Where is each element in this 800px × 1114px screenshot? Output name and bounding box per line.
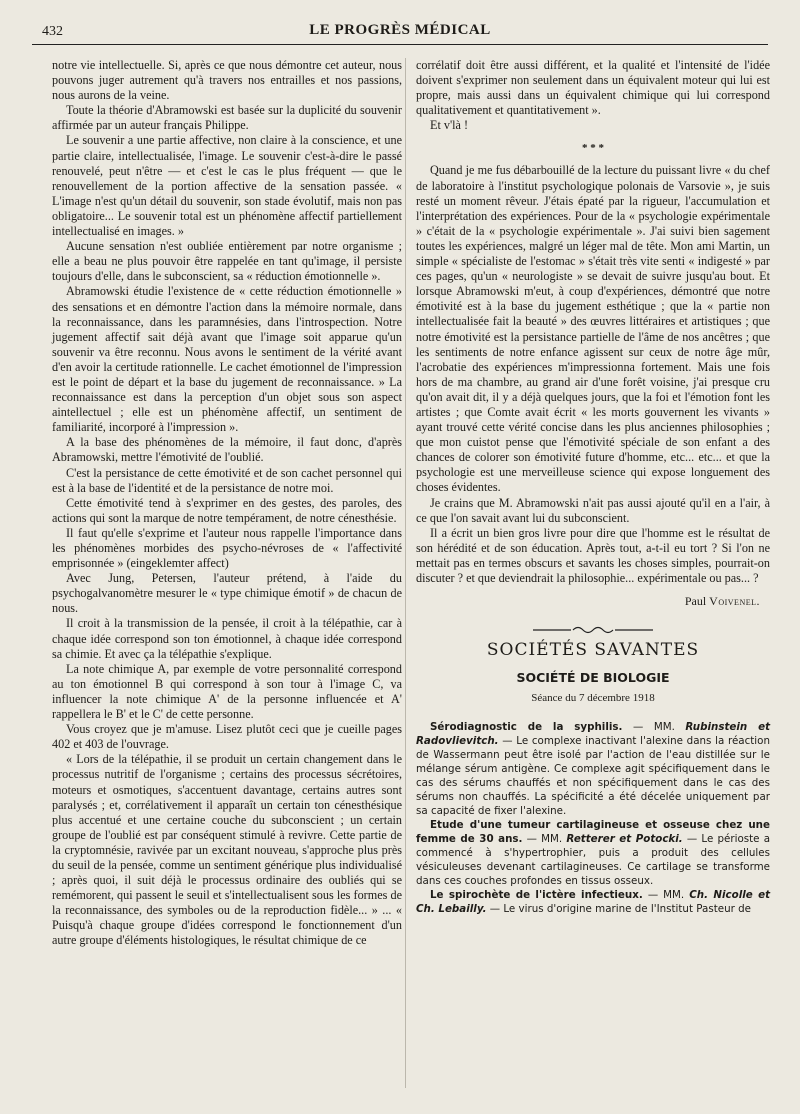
paragraph: Aucune sensation n'est oubliée entièrement par notre organisme ; elle a beau ne plus pouvoir être rappelée en tant qu'image, il persiste toujours d'elle, dans le subconscient, sa « réduction émotionnelle ».	[52, 239, 402, 284]
paragraph: Quand je me fus débarbouillé de la lecture du puissant livre « du chef de laboratoire à l'institut psychologique polonais de Varsovie », je suis resté un moment rêveur. J'étais épaté par la rigueur, l'accumulation et l'interprétation des expériences. Pour de la « psychologie expérimentale » c'était de la « psychologie expérimentale ». J'ai suivi bien sagement toutes les expériences, malgré un léger mal de tête. Mon ami Martin, un simple « spécialiste de l'estomac » s'était très vite senti « indigesté » par ces pages, qu'un « neurologiste » se devait de suivre jusqu'au bout. Et lorsque Abramowski m'eut, à coup d'expériences, démontré que notre émotivité est à la base du jugement esthétique ; que la « partie non intellectualisée fait la beauté » des œuvres littéraires et artistiques ; que notre émotivité est la persistance partielle de l'âme de nos ancêtres ; que les sentiments de notre enfance agissent sur ceux de notre âge mûr, l'acrobatie des expériences m'impressionna fortement. Mais une fois hors de ma chambre, au grand air d'une forêt voisine, j'ai presque cru qu'on avait dit, il y a déjà quelques jours, que la foi et l'émotion font les artistes ; que Comte avait écrit « les morts gouvernent les vivants » ayant trouvé cette vérité concise dans les plus anciennes philosophies ; que mon cuistot pense que l'émotivité spéciale de son enfant a des chances de colorer son émotivité future d'homme, etc... etc... et que la psychologie est une merveilleuse science qui expose longuement des choses évidentes.	[416, 163, 770, 495]
paragraph: A la base des phénomènes de la mémoire, il faut donc, d'après Abramowski, mettre l'émotivité de l'oublié.	[52, 435, 402, 465]
author-signature	[416, 594, 760, 609]
paragraph: corrélatif doit être aussi différent, et la qualité et l'intensité de l'idée doivent s'exprimer non seulement dans un équivalent moteur qui lui est propre, mais aussi dans un équivalent chimique qui lui correspond qualitativement et quantitativement ».	[416, 58, 770, 118]
paragraph: Il croit à la transmission de la pensée, il croit à la télépathie, car à chaque idée correspond son ton émotionnel, à chaque idée correspond sa chimie. Et avec ça la télépathie s'explique.	[52, 616, 402, 661]
journal-title: LE PROGRÈS MÉDICAL	[309, 22, 491, 38]
report-entry	[416, 818, 770, 888]
report-authors-prefix: — MM.	[522, 833, 563, 846]
signature-last-name: Voivenel.	[709, 594, 760, 609]
report-authors: Retterer et Potocki.	[566, 833, 683, 846]
report-authors-prefix: — MM.	[642, 889, 685, 902]
column-divider	[405, 58, 406, 1088]
report-text: — Le complexe inactivant l'alexine dans la réaction de Wassermann peut être isolé par l'action de l'eau distillée sur le mélange sérum antigène. Ce complexe agit spécifiquement dans le cas des sérums chauffés et non spécifiquement dans le cas des sérums non chauffés. La spécificité a été décelée uniquement par sa capacité de fixer l'alexine.	[416, 735, 770, 818]
report-title: Sérodiagnostic de la syphilis.	[430, 721, 623, 734]
paragraph: Vous croyez que je m'amuse. Lisez plutôt ceci que je cueille pages 402 et 403 de l'ouvrage.	[52, 722, 402, 752]
report-title: Le spirochète de l'ictère infectieux.	[430, 889, 643, 902]
report-entry	[416, 720, 770, 818]
paragraph: Il faut qu'elle s'exprime et l'auteur nous rappelle l'importance dans les phénomènes morbides des psycho-névroses de « l'affectivité emprisonnée » (eingeklemter affect)	[52, 525, 402, 571]
paragraph: Cette émotivité tend à s'exprimer en des gestes, des paroles, des actions qui sont la marque de notre tempérament, de notre cénesthésie.	[52, 495, 402, 525]
report-text: — Le périoste a commencé à s'hypertrophier, puis a produit des cellules vésiculeuses devenant cartilagineuses. Ce cartilage se transforme dans ces couches profondes en tissus osseux.	[416, 833, 771, 888]
left-column	[52, 58, 402, 949]
paragraph: Je crains que M. Abramowski n'ait pas aussi ajouté qu'il en a l'air, à ce que l'on savait avant lui du subconscient.	[416, 495, 770, 525]
session-date: Séance du 7 décembre 1918	[531, 692, 655, 705]
paragraph: La note chimique A, par exemple de votre personnalité correspond au ton émotionnel B qui correspond à son tour à l'image C, va influencer la note chimique A' de la personne influencée et A' rappellera le B' et le C' de cette personne.	[52, 661, 402, 722]
paragraph: notre vie intellectuelle. Si, après ce que nous démontre cet auteur, nous pouvons juger autrement qu'à travers nos entrailles et nos passions, nous aurons de la veine.	[52, 58, 402, 103]
page-header	[32, 22, 768, 45]
report-entry	[416, 888, 770, 916]
signature-first-name: Paul	[684, 594, 707, 609]
report-authors: Rubinstein et Radovlievitch.	[416, 721, 771, 748]
paragraph: C'est la persistance de cette émotivité et de son cachet personnel qui est à la base de l'identité et de la persistance de notre moi.	[52, 465, 402, 495]
report-title: Etude d'une tumeur cartilagineuse et osseuse chez une femme de 30 ans.	[416, 819, 770, 846]
paragraph: « Lors de la télépathie, il se produit un certain changement dans le processus nutritif de l'organisme ; certains des processus sécrétoires, moteurs et osmotiques, s'accentuent davantage, certains autres sont paralysés ; et, corrélativement il apparaît un certain ton cénesthésique plus accentué et une certaine couche du subconscient ; un certain groupe de l'oublié est par conséquent stimulé à revivre. Cette partie de la cryptomnésie, ravivée par un excitant nouveau, s'approche plus près du seuil de la pensée, comme un sentiment générique plus individualisé ; après quoi, il suit déjà le processus ordinaire des oubliés qui se remémorent, qui passent le seuil et s'intellectualisent sous les formes de la reconnaissance, des symboles ou de la reproduction fidèle... » ... « Puisqu'à chaque groupe d'idées correspond le fonctionnement d'un autre groupe d'éléments histologiques, le résultat chimique de ce	[52, 752, 402, 948]
paragraph: Le souvenir a une partie affective, non claire à la conscience, et une partie claire, intellectualisée, l'image. Le souvenir c'est-à-dire le passé renouvelé, peut n'être — et c'est le cas le plus fréquent — que le renouvellement de la portion affective de la sensation passée. « L'image n'est qu'un détail du souvenir, son stade évolutif, mais non pas obligatoire... Le souvenir total est un phénomène affectif partiellement intellectualisé en images. »	[52, 133, 402, 239]
report-authors: Ch. Nicolle et Ch. Lebailly.	[416, 889, 770, 916]
right-column	[416, 58, 770, 916]
paragraph: Abramowski étudie l'existence de « cette réduction émotionnelle » des sensations et en démontre l'action dans la mémoire normale, dans la reconnaissance, dans les paramnésies, dans l'introspection. Notre jugement affectif sait déjà avant que l'image soit apparue qu'un souvenir va être reconnu. Nous avons le sentiment de la vérité avant d'en avoir la certitude rationnelle. Le cachet émotionnel de l'impression est le point de départ et la base du jugement de reconnaissance. » La reconnaissance est dans la perception d'un objet sous son aspect aintellectuel ; elle est un phénomène affectif, un sentiment de familiarité, incorporé à l'impression ».	[52, 284, 402, 435]
paragraph: Toute la théorie d'Abramowski est basée sur la duplicité du souvenir affirmée par un auteur français Philippe.	[52, 103, 402, 133]
section-title: SOCIÉTÉS SAVANTES	[486, 640, 700, 661]
society-title: SOCIÉTÉ DE BIOLOGIE	[516, 670, 670, 686]
ornament-divider	[533, 625, 653, 635]
paragraph: Et v'là !	[430, 118, 469, 133]
report-text: — Le virus d'origine marine de l'Institut Pasteur de	[486, 903, 751, 916]
report-authors-prefix: — MM.	[622, 721, 675, 734]
page-number: 432	[42, 24, 63, 39]
section-break-stars: * * *	[582, 142, 604, 155]
paragraph: Il a écrit un bien gros livre pour dire que l'homme est le résultat de son hérédité et de son éducation. Après tout, a-t-il eu tort ? Si l'on ne mettait pas en termes obscurs et savants les choses simples, pourrait-on discuter ? et que deviendrait la philosophie... expérimentale ou pas... ?	[416, 525, 770, 585]
paragraph: Avec Jung, Petersen, l'auteur prétend, à l'aide du psychogalvanomètre mesurer le « type chimique émotif » de chacun de nous.	[52, 571, 402, 616]
